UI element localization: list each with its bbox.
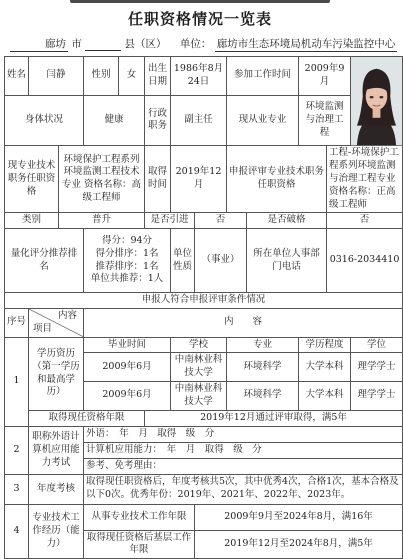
conditions-heading: 申报人符合申报评审条件情况: [5, 293, 403, 309]
intro-value: 否: [195, 213, 247, 229]
education-head-row: [5, 337, 403, 353]
birth-value: 1986年8月24日: [171, 57, 227, 96]
edu-date: 2009年6月: [84, 382, 171, 411]
edu-level: 大学本科: [299, 353, 351, 382]
major-label: 现从业专业: [227, 95, 299, 146]
lang-label: 职称外语计算机应用能力考试: [29, 426, 84, 474]
conditions-heading-row: [5, 293, 403, 309]
current-value: 环境保护工程系列环境监测工程技术专业 资格名称：高级工程师: [59, 146, 145, 213]
edu-current-value: 2019年12月通过评审取得，满5年: [145, 410, 403, 426]
work-start-label: 参加工作时间: [227, 57, 299, 96]
intro-label: 是否引进: [145, 213, 195, 229]
basic-row-2: [5, 95, 403, 146]
no-header: 序号: [5, 308, 29, 337]
annual-row: [5, 474, 403, 504]
exemption-reason: 参考、免考理由：: [84, 458, 403, 474]
foreign-language: 外语： 年 月 取得 级 分: [84, 426, 403, 442]
education-current-row: [5, 410, 403, 426]
exp-label: 专业技术工作经历（能力）: [29, 504, 84, 559]
lang-no: 2: [5, 426, 29, 474]
exp-grassroots-label: 取得现任资格后基层工作年限: [84, 530, 195, 559]
county-suffix: 县（区）: [124, 38, 167, 50]
computer-ability: 计算机应用能力： 年 月 取得 级 分: [84, 442, 403, 458]
break-label: 是否破格: [247, 213, 327, 229]
edu-header-graduation: 毕业时间: [84, 337, 171, 353]
qualification-form: [4, 56, 403, 559]
city-suffix: 市: [71, 38, 82, 50]
admin-label: 行政职务: [145, 95, 171, 146]
current-row: [5, 146, 403, 213]
name-value: 闫静: [29, 57, 84, 96]
annual-label: 年度考核: [29, 474, 84, 504]
content-header: 内 容: [84, 308, 403, 337]
edu-degree: 理学学士: [351, 353, 403, 382]
conditions-head-row: [5, 308, 403, 337]
health-label: 身体状况: [5, 95, 84, 146]
edu-degree: 理学学士: [351, 382, 403, 411]
recommend-rank-text: 推荐排序：1名: [95, 260, 159, 272]
health-value: 健康: [84, 95, 145, 146]
edu-major: 环境科学: [227, 382, 299, 411]
date-label: 取得时间: [145, 146, 171, 213]
recommend-total-text: 单位共推荐：1人: [90, 273, 164, 285]
edu-label: 学历资历（第一学历和最高学历）: [29, 337, 84, 410]
ranking-row: [5, 229, 403, 293]
annual-no: 3: [5, 474, 29, 504]
edu-header-level: 学历程度: [299, 337, 351, 353]
exp-years-label: 从事专业技术工作年限: [84, 504, 195, 530]
hr-phone-label: 所在单位人事部门电话: [247, 229, 327, 293]
edu-school: 中南林业科技大学: [171, 382, 227, 411]
hr-phone-value: 0316-2034410: [327, 229, 403, 293]
city-value: 廊坊: [10, 36, 68, 52]
date-value: 2019年12月: [171, 146, 227, 213]
category-label: 类别: [5, 213, 59, 229]
applicant-photo: [351, 57, 403, 146]
basic-row-1: [5, 57, 403, 96]
score-text: 得分：94分: [101, 235, 153, 247]
exp-grassroots-value: 2019年12月至2024年8月，满5年: [195, 530, 403, 559]
edu-no: 1: [5, 337, 29, 426]
content-item-header: [29, 308, 84, 337]
edu-major: 环境科学: [227, 353, 299, 382]
edu-date: 2009年6月: [84, 353, 171, 382]
edu-header-school: 学校: [171, 337, 227, 353]
unit-line: [10, 36, 402, 52]
current-label: 现专业技术职务任职资格: [5, 146, 59, 213]
unit-nature-label: 单位性质: [171, 229, 195, 293]
exp-years-value: 2009年9月至2024年8月，满16年: [195, 504, 403, 530]
item-header-small: 项目: [33, 322, 53, 334]
county-blank: [85, 38, 121, 51]
ranking-values: [84, 229, 171, 293]
content-header-small: 内容: [58, 309, 78, 321]
exp-no: 4: [5, 504, 29, 559]
category-value: 普升: [59, 213, 145, 229]
cropped-header-text: [70, 0, 330, 4]
edu-level: 大学本科: [299, 382, 351, 411]
edu-school: 中南林业科技大学: [171, 353, 227, 382]
admin-value: 副主任: [171, 95, 227, 146]
unit-value: 廊坊市生态环境局机动车污染监控中心: [216, 38, 396, 50]
apply-label: 申报评审专业技术职务任职资格: [227, 146, 327, 213]
category-row: [5, 213, 403, 229]
ranking-label: 量化评分推荐排名: [5, 229, 84, 293]
unit-nature-value: （事业）: [195, 229, 247, 293]
portrait-icon: [351, 57, 402, 145]
sex-label: 性别: [84, 57, 119, 96]
score-rank-text: 得分排序：1名: [95, 247, 159, 259]
apply-value: 工程-环境保护工程系列环境监测与治理工程专业 资格名称：正高级工程师: [327, 146, 403, 213]
birth-label: 出生日期: [145, 57, 171, 96]
annual-value: 取得现任职资格后，年度考核共5次，其中优秀4次，合格1次，基本合格及以下0次。优秀年份：2019年、2021年、2022年、2023年。: [84, 474, 403, 504]
work-start-value: 2009年9月: [299, 57, 351, 96]
edu-header-major: 专业: [227, 337, 299, 353]
edu-header-degree: 学位: [351, 337, 403, 353]
unit-label: 单位：: [179, 38, 212, 50]
sex-value: 女: [119, 57, 145, 96]
major-value: 环境监测与治理工程: [299, 95, 351, 146]
page-title: 任职资格情况一览表: [127, 10, 272, 28]
edu-current-label: 取得现任资格年限: [29, 410, 145, 426]
name-label: 姓名: [5, 57, 29, 96]
break-value: 否: [327, 213, 403, 229]
language-row-1: [5, 426, 403, 442]
experience-row-1: [5, 504, 403, 530]
